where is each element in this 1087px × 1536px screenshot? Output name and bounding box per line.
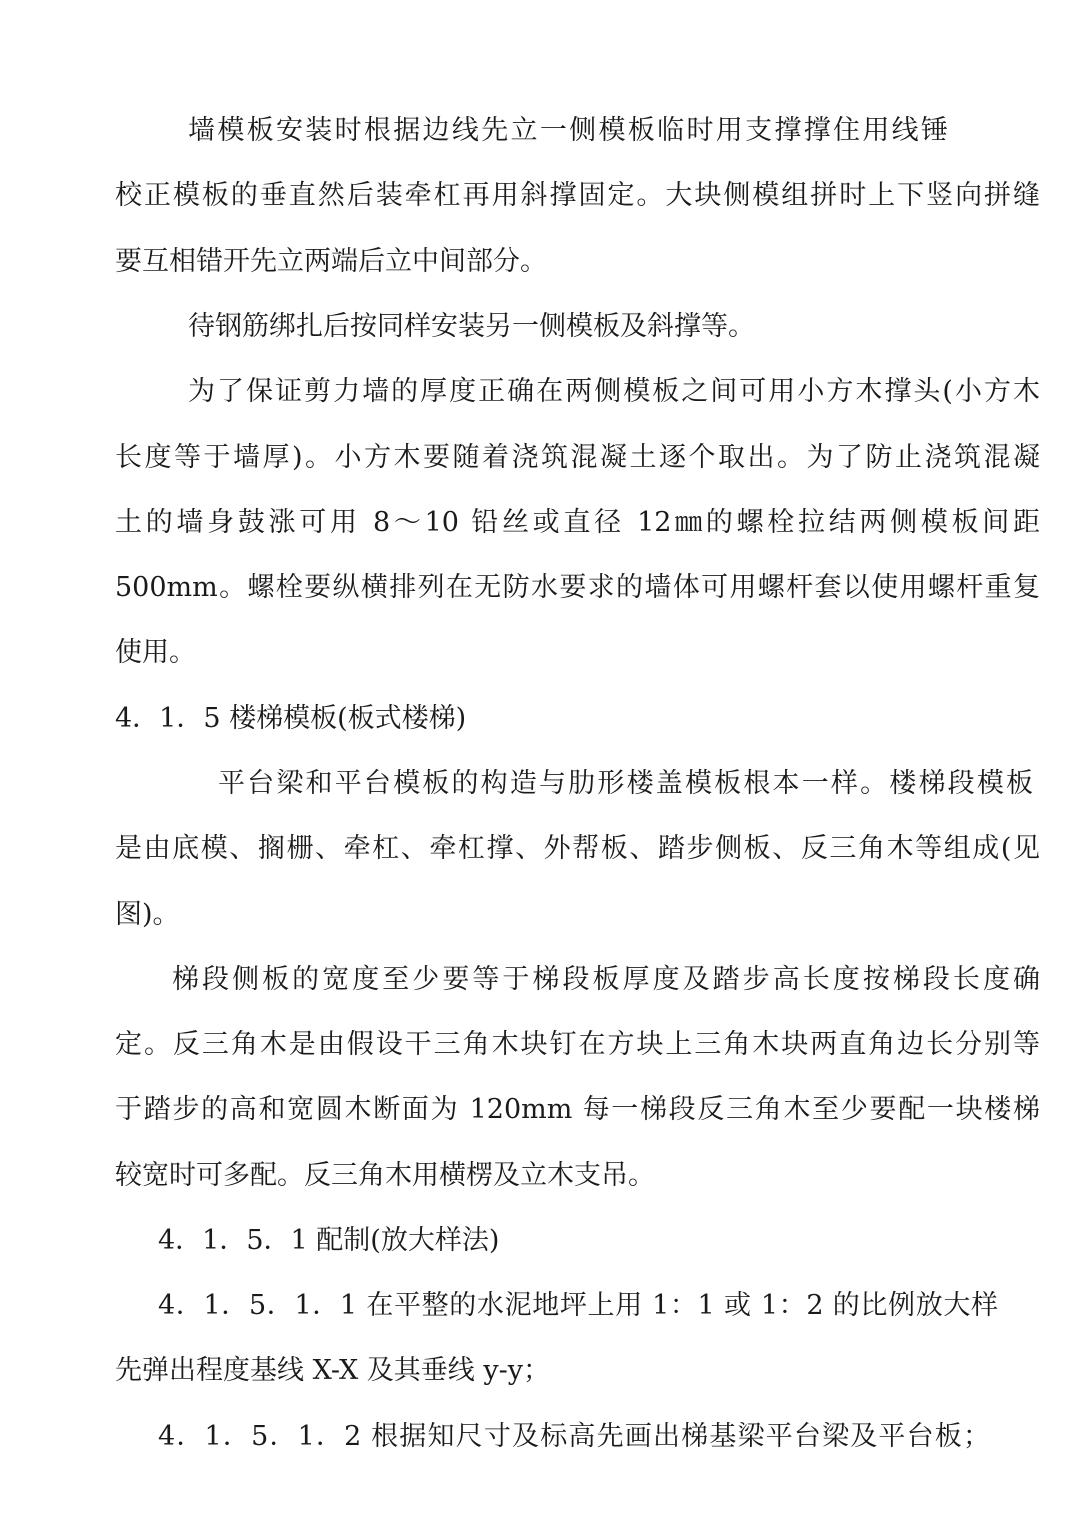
text-line-14: 梯段侧板的宽度至少要等于梯段板厚度及踏步高长度按梯段长度确 xyxy=(172,964,1040,995)
text-line-21: 4．1．5．1．2 根据知尺寸及标高先画出梯基梁平台梁及平台板； xyxy=(158,1421,990,1452)
text-line-12: 是由底模、搁栅、牵杠、牵杠撑、外帮板、踏步侧板、反三角木等组成(见 xyxy=(115,833,1040,864)
text-line-5: 为了保证剪力墙的厚度正确在两侧模板之间可用小方木撑头(小方木 xyxy=(188,376,1040,407)
text-line-1: 墙模板安装时根据边线先立一侧模板临时用支撑撑住用线锤 xyxy=(188,115,948,146)
text-line-3: 要互相错开先立两端后立中间部分。 xyxy=(115,246,547,277)
text-line-16: 于踏步的高和宽圆木断面为 120mm 每一梯段反三角木至少要配一块楼梯 xyxy=(115,1094,1040,1125)
text-line-8: 500mm。螺栓要纵横排列在无防水要求的墙体可用螺杆套以使用螺杆重复 xyxy=(115,572,1040,603)
text-line-11: 平台梁和平台模板的构造与肋形楼盖模板根本一样。楼梯段模板 xyxy=(218,768,1033,799)
text-line-20: 先弹出程度基线 X-X 及其垂线 y-y； xyxy=(115,1355,551,1386)
section-heading-4-1-5: 4．1．5 楼梯模板(板式楼梯) xyxy=(115,703,467,734)
text-line-2: 校正模板的垂直然后装牵杠再用斜撑固定。大块侧模组拼时上下竖向拼缝 xyxy=(115,180,1040,211)
text-line-17: 较宽时可多配。反三角木用横楞及立木支吊。 xyxy=(115,1160,655,1191)
text-line-13: 图)。 xyxy=(115,899,180,930)
text-line-4: 待钢筋绑扎后按同样安装另一侧模板及斜撑等。 xyxy=(188,311,755,342)
text-line-7: 土的墙身鼓涨可用 8～10 铅丝或直径 12㎜的螺栓拉结两侧模板间距 xyxy=(115,507,1040,538)
text-line-19: 4．1．5．1．1 在平整的水泥地坪上用 1：1 或 1：2 的比例放大样 xyxy=(158,1290,998,1321)
text-line-9: 使用。 xyxy=(115,637,196,668)
text-line-15: 定。反三角木是由假设干三角木块钉在方块上三角木块两直角边长分别等 xyxy=(115,1029,1040,1060)
text-line-6: 长度等于墙厚)。小方木要随着浇筑混凝土逐个取出。为了防止浇筑混凝 xyxy=(115,442,1040,473)
section-heading-4-1-5-1: 4．1．5．1 配制(放大样法) xyxy=(158,1225,500,1256)
